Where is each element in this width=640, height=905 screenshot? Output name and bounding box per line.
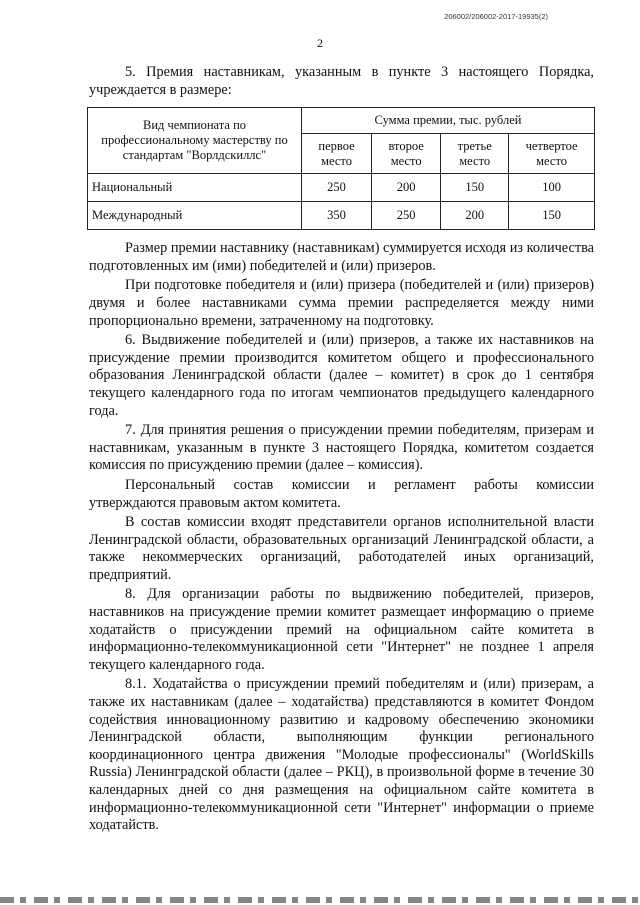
paragraph-5: 5. Премия наставникам, указанным в пункте 3 настоящего Порядка, учреждается в размере: (89, 64, 594, 98)
paragraph-commission-members: В состав комиссии входят представители органов исполнительной власти Ленинградской области, образовательных организаций Ленинградской области, а также некоммерческих организаций, работодателей иных организаций, предприятий. (89, 514, 594, 583)
scan-edge-artifact (0, 897, 640, 903)
table-row-label: Международный (88, 202, 302, 230)
table-header-place-4: четвертое место (509, 134, 595, 174)
premium-table (87, 107, 595, 230)
table-header-championship-type: Вид чемпионата по профессиональному мастерству по стандартам "Ворлдскиллс" (88, 108, 302, 174)
table-header-place-1: первое место (302, 134, 372, 174)
table-row (88, 174, 595, 202)
table-row (88, 202, 595, 230)
table-row-label: Национальный (88, 174, 302, 202)
table-cell: 250 (372, 202, 441, 230)
paragraph-premium-distribution: При подготовке победителя и (или) призера (победителей и (или) призеров) двумя и более наставниками сумма премии распределяется между ними пропорционально времени, затраченному на подготовку. (89, 277, 594, 329)
table-header-place-2: второе место (372, 134, 441, 174)
table-header-place-3: третье место (441, 134, 509, 174)
table-cell: 100 (509, 174, 595, 202)
document-body (89, 64, 594, 837)
paragraph-8: 8. Для организации работы по выдвижению победителей, призеров, наставников на присуждение премии комитет размещает информацию о приеме ходатайств о присуждении премий на официальном сайте комитета в информационно-телекоммуникационной сети "Интернет" не позднее 1 апреля текущего календарного года. (89, 586, 594, 673)
paragraph-premium-sum: Размер премии наставнику (наставникам) суммируется исходя из количества подготовленных им (ими) победителей и (или) призеров. (89, 240, 594, 274)
table-cell: 250 (302, 174, 372, 202)
paragraph-8-1: 8.1. Ходатайства о присуждении премий победителям и (или) призерам, а также их наставникам (далее – ходатайства) представляются в комитет Фондом содействия инновационному развитию и кадровому обеспечению экономики Ленинградской области, выполняющим функции регионального координационного центра движения "Молодые профессионалы" (WorldSkills Russia) Ленинградской области (далее – РКЦ), в произвольной форме в течение 30 календарных дней со дня размещения на официальном сайте комитета в информационно-телекоммуникационной сети "Интернет" информации о приеме ходатайств. (89, 676, 594, 834)
paragraph-6: 6. Выдвижение победителей и (или) призеров, а также их наставников на присуждение премии производится комитетом общего и профессионального образования Ленинградской области (далее – комитет) в срок до 1 сентября текущего календарного года по итогам чемпионатов предыдущего календарного года. (89, 332, 594, 419)
table-cell: 200 (372, 174, 441, 202)
document-number: 206002/206002-2017-19935(2) (444, 12, 548, 21)
table-cell: 200 (441, 202, 509, 230)
page-number: 2 (317, 36, 323, 50)
table-header-sum: Сумма премии, тыс. рублей (302, 108, 595, 134)
paragraph-7: 7. Для принятия решения о присуждении премии победителям, призерам и наставникам, указанным в пункте 3 настоящего Порядка, комитетом создается комиссия по присуждению премии (далее – комиссия). (89, 422, 594, 474)
table-cell: 350 (302, 202, 372, 230)
paragraph-commission-composition: Персональный состав комиссии и регламент работы комиссии утверждаются правовым актом комитета. (89, 476, 594, 511)
table-cell: 150 (509, 202, 595, 230)
table-cell: 150 (441, 174, 509, 202)
